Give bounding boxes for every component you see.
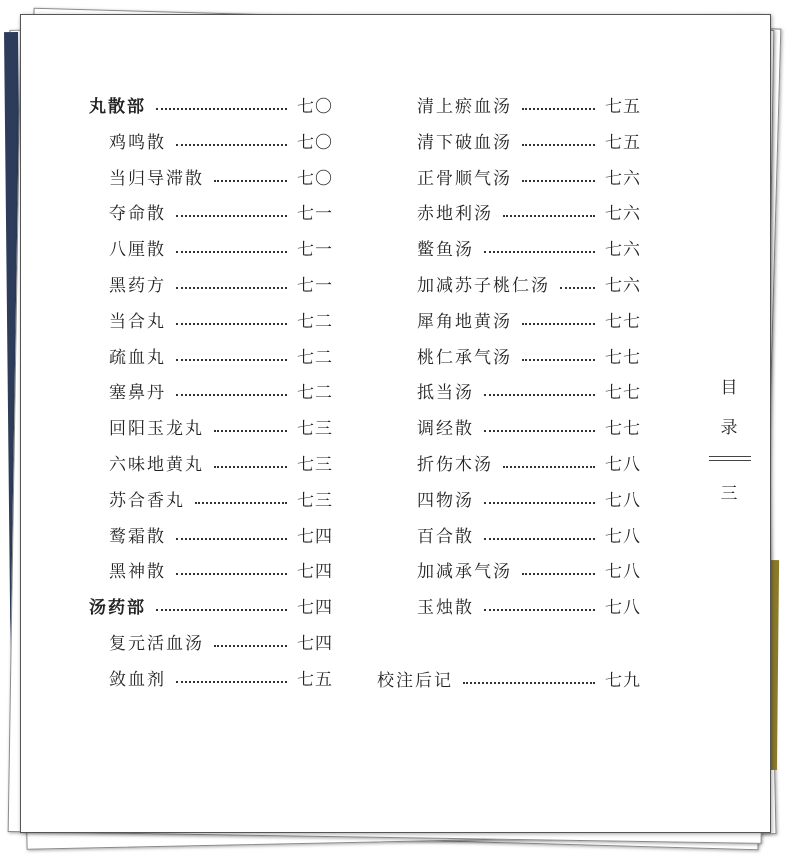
toc-entry-page: 七二 bbox=[297, 347, 333, 368]
toc-entry[interactable] bbox=[417, 527, 641, 547]
toc-entry-title: 加减承气汤 bbox=[417, 562, 512, 583]
toc-entry-title: 黑药方 bbox=[109, 276, 166, 296]
toc-entry[interactable] bbox=[109, 204, 333, 224]
toc-entry[interactable] bbox=[109, 169, 333, 189]
toc-leader-dots bbox=[176, 538, 287, 540]
toc-entry[interactable] bbox=[109, 455, 333, 475]
toc-entry[interactable] bbox=[417, 97, 641, 117]
toc-entry-title: 百合散 bbox=[417, 526, 474, 547]
toc-entry-page: 七二 bbox=[297, 383, 333, 404]
toc-leader-dots bbox=[560, 287, 595, 289]
toc-entry-title: 苏合香丸 bbox=[109, 490, 185, 511]
toc-leader-dots bbox=[176, 323, 287, 325]
toc-entry-title: 鸡鸣散 bbox=[109, 132, 166, 153]
toc-entry-page: 七六 bbox=[605, 204, 641, 225]
toc-entry[interactable] bbox=[109, 133, 333, 153]
toc-entry[interactable] bbox=[417, 169, 641, 189]
toc-leader-dots bbox=[484, 609, 595, 611]
toc-entry[interactable] bbox=[417, 598, 641, 618]
toc-leader-dots bbox=[484, 502, 595, 504]
toc-leader-dots bbox=[484, 394, 595, 396]
toc-entry-page: 七七 bbox=[605, 419, 641, 440]
toc-entry-title: 玉烛散 bbox=[417, 598, 474, 619]
toc-leader-dots bbox=[484, 538, 595, 540]
toc-leader-dots bbox=[522, 323, 595, 325]
toc-leader-dots bbox=[176, 394, 287, 396]
toc-leader-dots bbox=[484, 251, 595, 253]
toc-entry-page: 七一 bbox=[297, 276, 333, 296]
toc-entry-title: 当归导滞散 bbox=[109, 168, 204, 189]
toc-entry-title: 四物汤 bbox=[417, 490, 474, 511]
toc-entry-page: 七四 bbox=[297, 526, 333, 547]
toc-leader-dots bbox=[214, 180, 287, 182]
toc-entry-page: 七七 bbox=[605, 383, 641, 404]
toc-entry[interactable] bbox=[417, 312, 641, 332]
toc-entry-title: 当合丸 bbox=[109, 311, 166, 332]
toc-entry[interactable] bbox=[89, 97, 333, 117]
toc-entry-title: 塞鼻丹 bbox=[109, 383, 166, 404]
toc-entry-page: 七一 bbox=[297, 204, 333, 225]
side-divider bbox=[709, 460, 751, 461]
toc-leader-dots bbox=[214, 645, 287, 647]
toc-leader-dots bbox=[176, 681, 287, 683]
side-page-number: 三 bbox=[720, 484, 738, 504]
toc-entry-page: 七〇 bbox=[297, 132, 333, 153]
toc-entry[interactable] bbox=[109, 419, 333, 439]
toc-entry-page: 七五 bbox=[297, 669, 333, 690]
toc-entry[interactable] bbox=[109, 634, 333, 654]
toc-entry-title: 疏血丸 bbox=[109, 347, 166, 368]
toc-leader-dots bbox=[195, 502, 287, 504]
toc-leader-dots bbox=[214, 430, 287, 432]
toc-entry-title: 夺命散 bbox=[109, 204, 166, 225]
toc-entry-page: 七七 bbox=[605, 347, 641, 368]
toc-entry-page: 七三 bbox=[297, 455, 333, 475]
toc-entry[interactable] bbox=[417, 383, 641, 403]
toc-entry-page: 七五 bbox=[605, 132, 641, 153]
toc-entry[interactable] bbox=[417, 419, 641, 439]
toc-entry-page: 七六 bbox=[605, 276, 641, 296]
toc-entry[interactable] bbox=[109, 491, 333, 511]
toc-entry-page: 七九 bbox=[605, 671, 641, 691]
side-label-lu: 录 bbox=[720, 418, 738, 438]
toc-entry-title: 丸散部 bbox=[89, 97, 146, 117]
toc-leader-dots bbox=[522, 359, 595, 361]
toc-leader-dots bbox=[503, 215, 595, 217]
toc-entry-title: 回阳玉龙丸 bbox=[109, 419, 204, 440]
side-divider bbox=[709, 456, 751, 457]
toc-leader-dots bbox=[176, 144, 287, 146]
toc-entry-page: 七五 bbox=[605, 97, 641, 117]
toc-leader-dots bbox=[522, 144, 595, 146]
toc-leader-dots bbox=[522, 180, 595, 182]
toc-entry[interactable] bbox=[109, 276, 333, 296]
toc-entry[interactable] bbox=[109, 348, 333, 368]
toc-leader-dots bbox=[176, 251, 287, 253]
toc-entry[interactable] bbox=[109, 312, 333, 332]
toc-entry-page: 七〇 bbox=[297, 168, 333, 189]
toc-entry-page: 七四 bbox=[297, 634, 333, 654]
toc-entry-title: 复元活血汤 bbox=[109, 634, 204, 654]
toc-entry-title: 校注后记 bbox=[377, 671, 453, 691]
toc-leader-dots bbox=[176, 287, 287, 289]
toc-entry-title: 桃仁承气汤 bbox=[417, 347, 512, 368]
toc-leader-dots bbox=[522, 573, 595, 575]
toc-entry-page: 七六 bbox=[605, 168, 641, 189]
toc-entry-page: 七八 bbox=[605, 526, 641, 547]
toc-page bbox=[20, 14, 771, 833]
toc-entry-page: 七三 bbox=[297, 419, 333, 440]
toc-entry-title: 鹜霜散 bbox=[109, 526, 166, 547]
toc-leader-dots bbox=[176, 215, 287, 217]
toc-leader-dots bbox=[484, 430, 595, 432]
toc-entry-title: 八厘散 bbox=[109, 240, 166, 261]
toc-leader-dots bbox=[214, 466, 287, 468]
toc-entry[interactable] bbox=[417, 455, 641, 475]
toc-entry-title: 犀角地黄汤 bbox=[417, 311, 512, 332]
toc-entry-page: 七八 bbox=[605, 490, 641, 511]
toc-entry[interactable] bbox=[417, 491, 641, 511]
toc-entry[interactable] bbox=[89, 598, 333, 618]
toc-entry[interactable] bbox=[417, 348, 641, 368]
toc-entry-page: 七三 bbox=[297, 490, 333, 511]
toc-leader-dots bbox=[503, 466, 595, 468]
toc-entry[interactable] bbox=[109, 670, 333, 690]
toc-entry-page: 七〇 bbox=[297, 97, 333, 117]
toc-entry-title: 汤药部 bbox=[89, 598, 146, 619]
toc-entry[interactable] bbox=[417, 276, 641, 296]
toc-leader-dots bbox=[522, 108, 595, 110]
toc-entry-page: 七四 bbox=[297, 562, 333, 583]
toc-leader-dots bbox=[156, 609, 287, 611]
toc-leader-dots bbox=[463, 682, 595, 684]
toc-entry-page: 七六 bbox=[605, 240, 641, 261]
toc-entry-page: 七八 bbox=[605, 562, 641, 583]
toc-entry[interactable] bbox=[417, 133, 641, 153]
toc-entry[interactable] bbox=[109, 562, 333, 582]
toc-leader-dots bbox=[156, 108, 287, 110]
toc-entry-page: 七七 bbox=[605, 311, 641, 332]
toc-entry-title: 折伤木汤 bbox=[417, 455, 493, 475]
toc-entry-page: 七二 bbox=[297, 311, 333, 332]
toc-entry-page: 七一 bbox=[297, 240, 333, 261]
side-label-mu: 目 bbox=[720, 378, 738, 398]
toc-entry-page: 七四 bbox=[297, 598, 333, 619]
toc-entry-title: 清下破血汤 bbox=[417, 132, 512, 153]
toc-entry-title: 敛血剂 bbox=[109, 669, 166, 690]
toc-entry-title: 六味地黄丸 bbox=[109, 455, 204, 475]
toc-entry-title: 正骨顺气汤 bbox=[417, 168, 512, 189]
toc-entry[interactable] bbox=[109, 527, 333, 547]
toc-entry-title: 加减苏子桃仁汤 bbox=[417, 276, 550, 296]
toc-entry-title: 抵当汤 bbox=[417, 383, 474, 404]
toc-entry-title: 清上瘀血汤 bbox=[417, 97, 512, 117]
toc-entry-final[interactable] bbox=[377, 671, 641, 691]
toc-entry-title: 鳖鱼汤 bbox=[417, 240, 474, 261]
toc-entry[interactable] bbox=[109, 383, 333, 403]
toc-entry[interactable] bbox=[109, 240, 333, 260]
toc-leader-dots bbox=[176, 359, 287, 361]
toc-entry-page: 七八 bbox=[605, 455, 641, 475]
toc-entry[interactable] bbox=[417, 562, 641, 582]
toc-entry-title: 黑神散 bbox=[109, 562, 166, 583]
toc-entry[interactable] bbox=[417, 204, 641, 224]
toc-leader-dots bbox=[176, 573, 287, 575]
toc-entry-title: 调经散 bbox=[417, 419, 474, 440]
toc-entry-title: 赤地利汤 bbox=[417, 204, 493, 225]
toc-entry-page: 七八 bbox=[605, 598, 641, 619]
toc-entry[interactable] bbox=[417, 240, 641, 260]
